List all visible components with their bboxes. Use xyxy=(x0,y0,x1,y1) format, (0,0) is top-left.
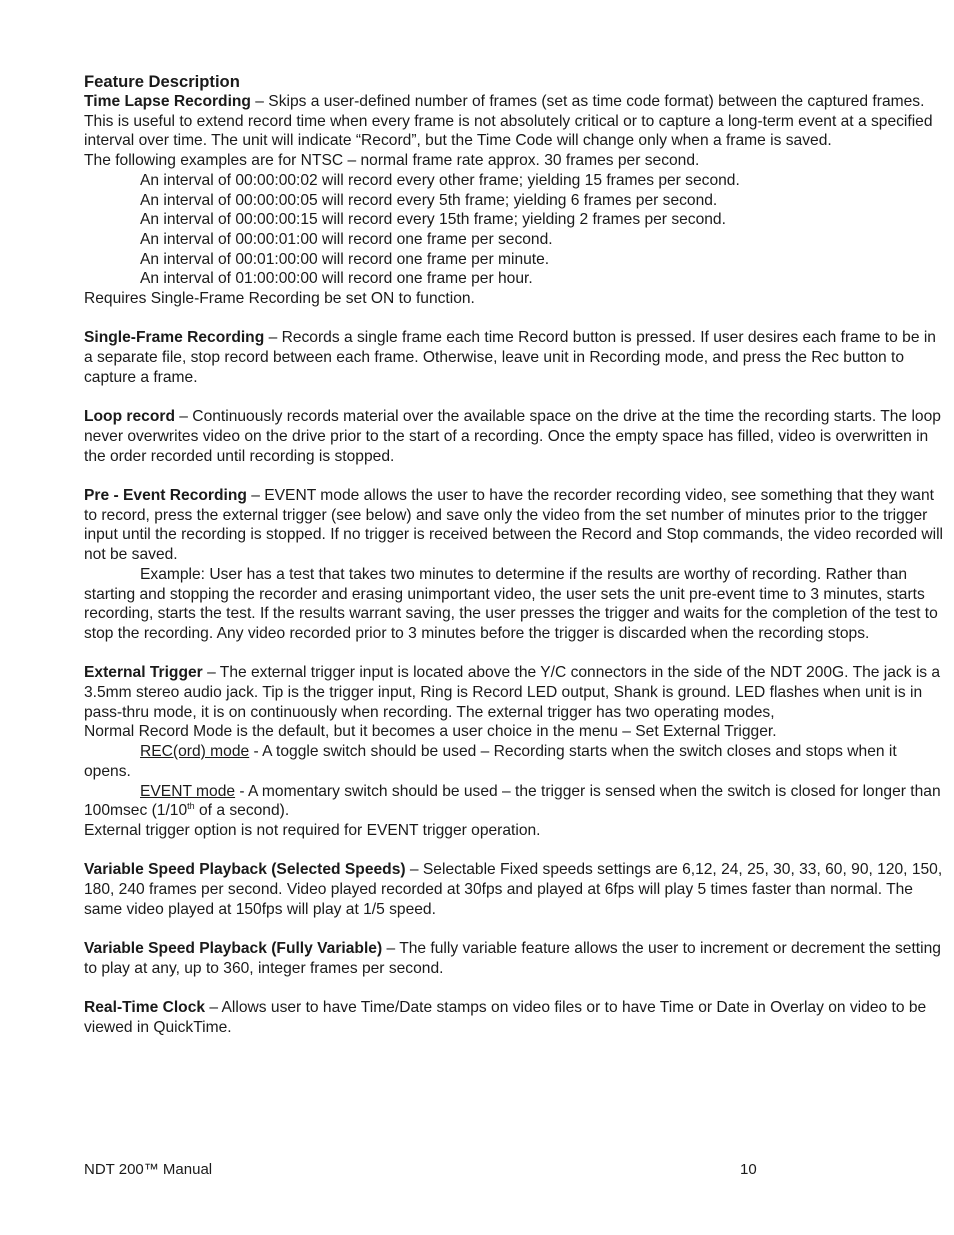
external-trigger-paragraph xyxy=(84,663,944,722)
rec-mode-label: REC(ord) mode xyxy=(140,743,250,761)
loop-record-title: Loop record xyxy=(84,408,175,426)
rec-mode-paragraph xyxy=(84,742,944,781)
loop-record-paragraph xyxy=(84,407,944,466)
time-lapse-paragraph xyxy=(84,92,944,151)
external-trigger-option-note: External trigger option is not required for EVENT trigger operation. xyxy=(84,821,541,839)
event-mode-label: EVENT mode xyxy=(140,782,236,800)
example-line: An interval of 00:01:00:00 will record one frame per minute. xyxy=(140,250,550,268)
example-line: An interval of 00:00:00:15 will record every 15th frame; yielding 2 frames per second. xyxy=(140,211,726,229)
time-lapse-title: Time Lapse Recording xyxy=(84,93,251,110)
pre-event-text: – EVENT mode allows the user to have the recorder recording video, see something that they want to record, press the external trigger (see below) and save only the video from the set number of minutes prior to the trigger input until the recording is stopped. If no trigger is received between the Record and Stop commands, the video recorded will not be saved. xyxy=(84,487,944,564)
pre-event-title: Pre - Event Recording xyxy=(84,487,247,505)
rec-mode-text: - A toggle switch should be used – Recording starts when the switch closes and stops when it opens. xyxy=(84,743,897,780)
examples-intro: The following examples are for NTSC – normal frame rate approx. 30 frames per second. xyxy=(84,152,700,170)
document-body xyxy=(84,71,944,1038)
vsp-variable-paragraph xyxy=(84,939,944,978)
pre-event-example: Example: User has a test that takes two minutes to determine if the results are worthy of recording. Rather than starting and stopping the recorder and erasing unimportant video, the user sets the unit pre-event time to 3 minutes, starts recording, starts the test. If the results warrant saving, the user presses the trigger and waits for the completion of the test to stop the recording. Any video recorded prior to 3 minutes before the trigger is discarded when the recording stops. xyxy=(84,565,938,642)
single-frame-title: Single-Frame Recording xyxy=(84,329,265,347)
rtc-text: – Allows user to have Time/Date stamps on video files or to have Time or Date in Overlay on video to be viewed in QuickTime. xyxy=(84,999,927,1036)
vsp-selected-paragraph xyxy=(84,860,944,919)
event-mode-paragraph xyxy=(84,782,944,821)
event-mode-text: - A momentary switch should be used – the trigger is sensed when the switch is closed for longer than 100msec (1/10 xyxy=(84,782,941,820)
external-trigger-text: – The external trigger input is located above the Y/C connectors in the side of the NDT 200G. The jack is a 3.5mm stereo audio jack. Tip is the trigger input, Ring is Record LED output, Shank is ground. LED flashes when unit is in pass-thru mode, it is on continuously when recording. The external trigger has two operating modes, xyxy=(84,664,941,721)
event-mode-superscript: th xyxy=(187,801,195,812)
time-lapse-text: – Skips a user-defined number of frames (set as time code format) between the captured frames. This is useful to extend record time when every frame is not absolutely critical or to capture a long-term event at a specified interval over time. The unit will indicate “Record”, but the Time Code will change only when a frame is saved. xyxy=(84,93,933,150)
example-line: An interval of 01:00:00:00 will record one frame per hour. xyxy=(140,270,533,288)
external-trigger-default-note: Normal Record Mode is the default, but it becomes a user choice in the menu – Set External Trigger. xyxy=(84,723,777,741)
external-trigger-title: External Trigger xyxy=(84,664,203,682)
rtc-paragraph xyxy=(84,998,944,1037)
example-line: An interval of 00:00:00:02 will record every other frame; yielding 15 frames per second. xyxy=(140,171,740,189)
single-frame-paragraph xyxy=(84,328,944,387)
pre-event-paragraph xyxy=(84,486,944,565)
page-heading: Feature Description xyxy=(84,72,240,91)
vsp-selected-title: Variable Speed Playback (Selected Speeds) xyxy=(84,861,406,879)
event-mode-text-end: of a second). xyxy=(194,802,290,820)
time-lapse-requirement: Requires Single-Frame Recording be set ON to function. xyxy=(84,290,475,308)
rtc-title: Real-Time Clock xyxy=(84,999,206,1017)
footer-page-number: 10 xyxy=(740,1161,757,1178)
example-line: An interval of 00:00:01:00 will record one frame per second. xyxy=(140,230,553,248)
example-line: An interval of 00:00:00:05 will record every 5th frame; yielding 6 frames per second. xyxy=(140,191,718,209)
vsp-variable-title: Variable Speed Playback (Fully Variable) xyxy=(84,940,383,958)
vsp-selected-text: – Selectable Fixed speeds settings are 6,12, 24, 25, 30, 33, 60, 90, 120, 150, 180, 240 frames per second. Video played recorded at 30fps and played at 6fps will play 5 times faster than normal. The same video played at 150fps will play at 1/5 speed. xyxy=(84,861,943,918)
footer-manual-title: NDT 200™ Manual xyxy=(84,1161,213,1178)
loop-record-text: – Continuously records material over the available space on the drive at the time the recording starts. The loop never overwrites video on the drive prior to the start of a recording. Once the empty space has filled, video is overwritten in the order recorded until recording is stopped. xyxy=(84,408,941,465)
vsp-variable-text: – The fully variable feature allows the user to increment or decrement the setting to play at any, up to 360, integer frames per second. xyxy=(84,940,941,977)
single-frame-text: – Records a single frame each time Record button is pressed. If user desires each frame to be in a separate file, stop record between each frame. Otherwise, leave unit in Recording mode, and press the Rec button to capture a frame. xyxy=(84,329,936,386)
